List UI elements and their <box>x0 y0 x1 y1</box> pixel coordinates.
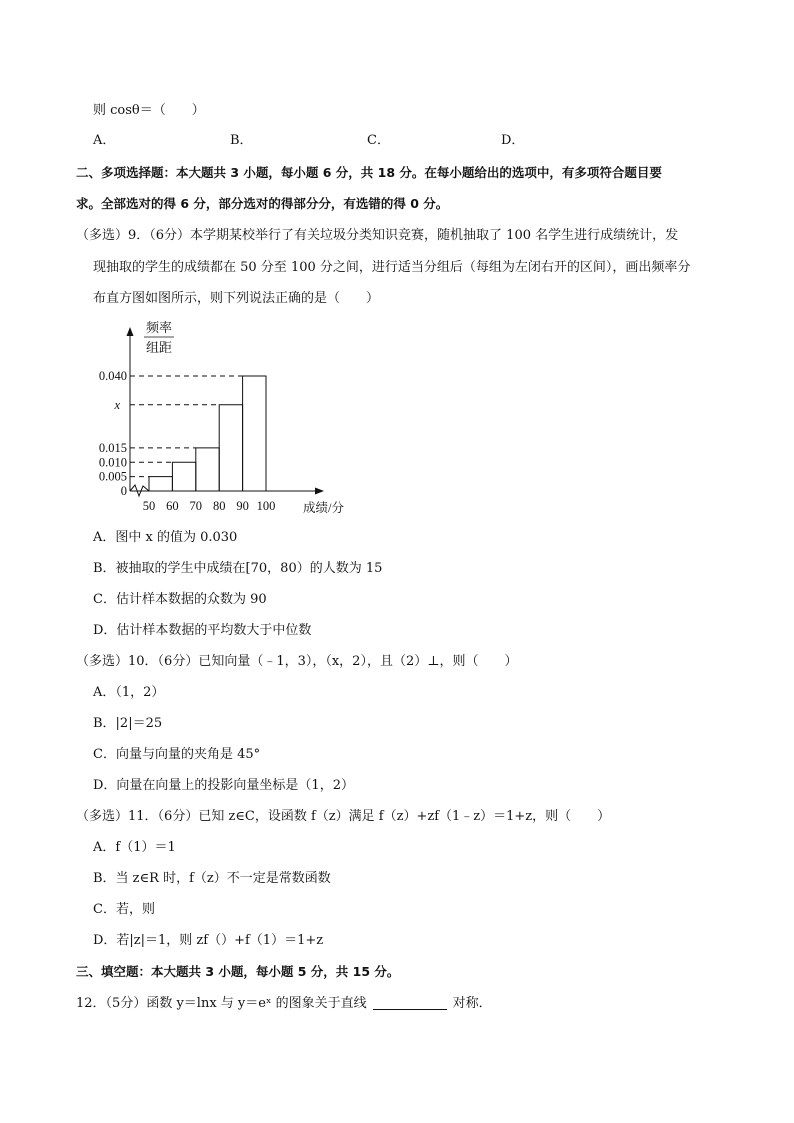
y-axis-arrow <box>127 327 134 336</box>
frequency-histogram <box>85 318 365 518</box>
q8-option-a: A． <box>93 133 116 148</box>
q10-stem: （多选）10．（6分）已知向量（﹣1，3），（x，2），且（2）⊥，则（ ） <box>76 654 518 669</box>
section2-heading-line2: 求。全部选对的得 6 分，部分选对的得部分分，有选错的得 0 分。 <box>76 196 449 211</box>
histogram-bar <box>196 448 219 491</box>
histogram-bar <box>219 405 242 491</box>
q10-option-d: D．向量在向量上的投影向量坐标是（1，2） <box>93 778 354 793</box>
y-tick-label: 0.010 <box>98 455 127 470</box>
histogram-bar <box>149 477 172 491</box>
q12-text-before: 12．（5分）函数 y＝lnx 与 y＝eˣ 的图象关于直线 <box>76 996 367 1011</box>
x-tick-label: 60 <box>166 499 179 513</box>
histogram-bar <box>243 376 266 491</box>
q9-option-d: D．估计样本数据的平均数大于中位数 <box>93 623 312 638</box>
q11-option-a: A．f（1）＝1 <box>93 840 176 855</box>
y-axis-label-bottom: 组距 <box>145 340 173 355</box>
q9-stem-line2: 现抽取的学生的成绩都在 50 分至 100 分之间，进行适当分组后（每组为左闭右开的区间），画出频率分 <box>93 260 691 275</box>
q9-option-b: B．被抽取的学生中成绩在[70，80）的人数为 15 <box>93 561 383 576</box>
x-axis-arrow <box>315 488 324 495</box>
q11-option-b: B．当 z∈R 时，f（z）不一定是常数函数 <box>93 871 331 886</box>
y-tick-label: 0.015 <box>98 440 127 455</box>
q9-option-c: C．估计样本数据的众数为 90 <box>93 592 267 607</box>
q9-option-a: A．图中 x 的值为 0.030 <box>93 530 238 545</box>
y-tick-label: 0.005 <box>98 469 127 484</box>
chart-bars <box>149 376 266 491</box>
q12-answer-blank[interactable] <box>373 995 447 1010</box>
y-axis-label-top: 频率 <box>145 320 173 335</box>
q10-option-b: B．|2|＝25 <box>93 716 163 731</box>
q11-stem: （多选）11．（6分）已知 z∈C，设函数 f（z）满足 f（z）+zf（1﹣z）＝1+z，则（ ） <box>76 809 611 824</box>
x-axis-label: 成绩/分 <box>303 501 344 515</box>
y-tick-label: x <box>114 397 120 412</box>
q8-option-c: C． <box>367 133 390 148</box>
x-tick-label: 0 <box>120 484 127 498</box>
x-tick-label: 50 <box>142 499 156 513</box>
x-tick-label: 80 <box>212 499 226 513</box>
q8-option-d: D． <box>501 133 525 148</box>
q12-stem <box>76 994 492 1014</box>
q8-options <box>93 131 593 151</box>
q8-stem: 则 cosθ＝（ ） <box>93 103 205 118</box>
q10-option-a: A．（1，2） <box>93 685 165 700</box>
x-tick-label: 70 <box>189 499 203 513</box>
section3-heading: 三、填空题：本大题共 3 小题，每小题 5 分，共 15 分。 <box>76 964 400 979</box>
q10-option-c: C．向量与向量的夹角是 45° <box>93 747 261 762</box>
q11-option-c: C．若，则 <box>93 902 155 917</box>
q8-option-b: B． <box>230 133 253 148</box>
histogram-bar <box>172 462 195 491</box>
q9-stem-line3: 布直方图如图所示，则下列说法正确的是（ ） <box>93 291 380 306</box>
x-tick-label: 100 <box>256 499 276 513</box>
x-tick-label: 90 <box>236 499 249 513</box>
section2-heading-line1: 二、多项选择题：本大题共 3 小题，每小题 6 分，共 18 分。在每小题给出的选项中，有多项符合题目要 <box>76 165 662 180</box>
q9-stem-line1: （多选）9．（6分）本学期某校举行了有关垃圾分类知识竞赛，随机抽取了 100 名学生进行成绩统计，发 <box>76 228 679 243</box>
q12-text-after: 对称． <box>452 996 492 1011</box>
q11-option-d: D．若|z|＝1，则 zf（）+f（1）＝1+z <box>93 933 324 948</box>
y-tick-label: 0.040 <box>98 369 127 383</box>
